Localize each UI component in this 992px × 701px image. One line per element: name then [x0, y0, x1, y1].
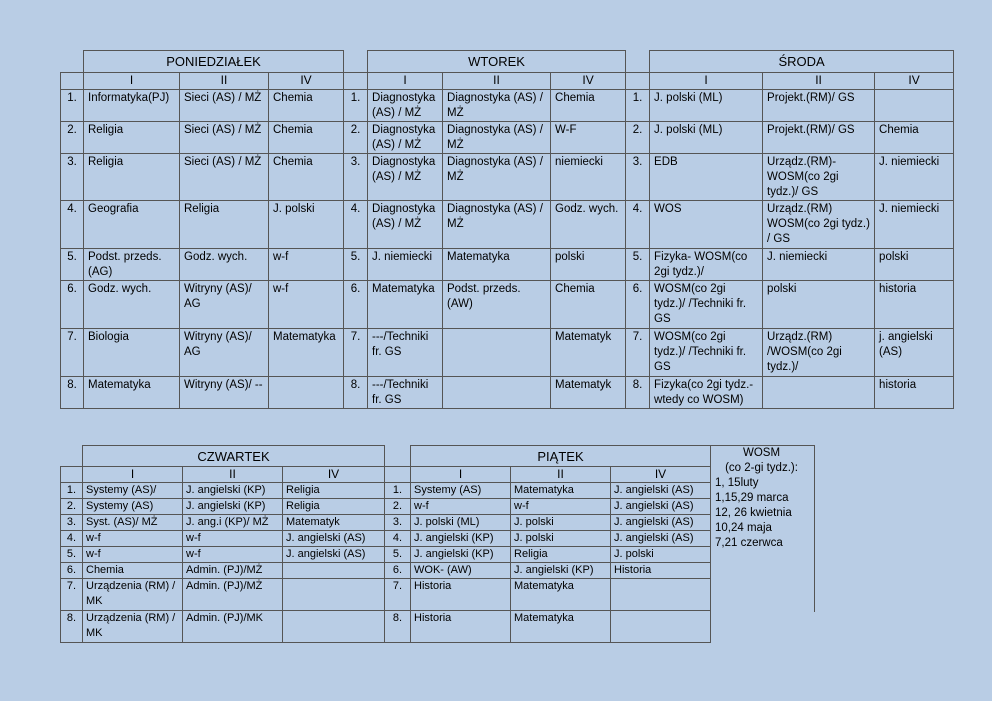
lesson-cell-thursday: Matematyk [283, 515, 385, 531]
lesson-cell-tuesday: niemiecki [551, 153, 626, 200]
day-header-wednesday: ŚRODA [650, 51, 954, 73]
lesson-cell-friday: w-f [511, 499, 611, 515]
lesson-cell-friday: J. angielski (KP) [411, 547, 511, 563]
lesson-cell-friday: J. polski [511, 515, 611, 531]
day-header-monday: PONIEDZIAŁEK [84, 51, 344, 73]
lesson-cell-friday: Historia [411, 579, 511, 611]
table-row [61, 611, 711, 643]
lesson-cell-thursday: J. angielski (AS) [283, 531, 385, 547]
lesson-number: 8. [61, 611, 83, 643]
lesson-number: 6. [626, 280, 650, 328]
lesson-number: 7. [344, 328, 368, 376]
group-header: IV [283, 467, 385, 483]
lesson-cell-monday: w-f [269, 280, 344, 328]
lesson-cell-tuesday: ---/Techniki fr. GS [368, 328, 443, 376]
group-header: IV [269, 72, 344, 89]
lesson-cell-tuesday: W-F [551, 121, 626, 153]
lesson-cell-wednesday: Chemia [875, 121, 954, 153]
lesson-cell-thursday: w-f [183, 531, 283, 547]
lesson-cell-thursday: w-f [183, 547, 283, 563]
lesson-cell-tuesday: Chemia [551, 280, 626, 328]
group-header: I [411, 467, 511, 483]
lesson-cell-tuesday: polski [551, 248, 626, 280]
group-header: I [83, 467, 183, 483]
lesson-cell-thursday: w-f [83, 531, 183, 547]
lesson-number: 5. [344, 248, 368, 280]
lesson-cell-tuesday: Chemia [551, 89, 626, 121]
wosm-title: WOSM [742, 447, 781, 459]
lesson-number: 2. [61, 121, 84, 153]
lesson-cell-thursday: Systemy (AS)/ [83, 483, 183, 499]
lesson-number: 4. [626, 200, 650, 248]
lesson-cell-monday: Chemia [269, 153, 344, 200]
table-row [61, 280, 954, 328]
group-header: II [180, 72, 269, 89]
lesson-cell-wednesday: Urządz.(RM) WOSM(co 2gi tydz.) / GS [763, 200, 875, 248]
lesson-cell-friday: Systemy (AS) [411, 483, 511, 499]
lesson-number: 7. [61, 328, 84, 376]
lesson-number: 2. [61, 499, 83, 515]
lesson-cell-tuesday: Diagnostyka (AS) / MŻ [443, 200, 551, 248]
timetable-mon-wed [60, 50, 954, 409]
lesson-cell-wednesday: J. polski (ML) [650, 121, 763, 153]
lesson-cell-thursday: Admin. (PJ)/MŻ [183, 563, 283, 579]
lesson-number: 8. [344, 376, 368, 408]
lesson-number: 2. [344, 121, 368, 153]
lesson-cell-tuesday: Diagnostyka (AS) / MŻ [368, 200, 443, 248]
group-header: I [650, 72, 763, 89]
lesson-cell-thursday: Religia [283, 499, 385, 515]
lesson-cell-tuesday [443, 328, 551, 376]
lesson-cell-tuesday: Matematyka [443, 248, 551, 280]
lesson-cell-friday: J. angielski (AS) [611, 499, 711, 515]
lesson-cell-wednesday: WOSM(co 2gi tydz.)/ /Techniki fr. GS [650, 328, 763, 376]
lesson-cell-thursday: Urządzenia (RM) / MK [83, 611, 183, 643]
lesson-number: 8. [385, 611, 411, 643]
group-header: IV [551, 72, 626, 89]
wosm-date: 7,21 czerwca [715, 537, 783, 549]
timetable-thu-fri [60, 445, 711, 643]
lesson-cell-monday: Matematyka [84, 376, 180, 408]
lesson-number: 7. [61, 579, 83, 611]
wosm-date: 1, 15luty [715, 477, 759, 489]
lesson-cell-friday: J. angielski (AS) [611, 531, 711, 547]
lesson-cell-wednesday: Fizyka(co 2gi tydz.- wtedy co WOSM) [650, 376, 763, 408]
lesson-cell-monday: w-f [269, 248, 344, 280]
table-row [61, 579, 711, 611]
lesson-number: 3. [626, 153, 650, 200]
lesson-cell-tuesday: Matematyk [551, 328, 626, 376]
table-row [61, 153, 954, 200]
lesson-cell-monday: Podst. przeds. (AG) [84, 248, 180, 280]
lesson-cell-wednesday: J. niemiecki [763, 248, 875, 280]
lesson-cell-thursday: J. ang.i (KP)/ MŻ [183, 515, 283, 531]
day-header-friday: PIĄTEK [411, 446, 711, 467]
lesson-cell-wednesday: historia [875, 280, 954, 328]
lesson-cell-thursday: Admin. (PJ)/MK [183, 611, 283, 643]
group-header: II [763, 72, 875, 89]
lesson-cell-wednesday [875, 89, 954, 121]
lesson-cell-monday: Religia [180, 200, 269, 248]
wosm-date: 10,24 maja [715, 522, 772, 534]
group-header: I [368, 72, 443, 89]
lesson-cell-thursday [283, 579, 385, 611]
lesson-cell-friday [611, 579, 711, 611]
lesson-cell-tuesday: Podst. przeds. (AW) [443, 280, 551, 328]
lesson-number: 3. [61, 153, 84, 200]
lesson-cell-wednesday: Projekt.(RM)/ GS [763, 121, 875, 153]
table-row [61, 200, 954, 248]
lesson-cell-thursday: J. angielski (KP) [183, 499, 283, 515]
lesson-cell-monday: Godz. wych. [84, 280, 180, 328]
table-row [61, 515, 711, 531]
lesson-cell-monday: J. polski [269, 200, 344, 248]
lesson-cell-monday [269, 376, 344, 408]
lesson-number: 6. [61, 280, 84, 328]
lesson-cell-wednesday: historia [875, 376, 954, 408]
lesson-cell-wednesday: Urządz.(RM) /WOSM(co 2gi tydz.)/ [763, 328, 875, 376]
lesson-cell-friday: J. angielski (KP) [411, 531, 511, 547]
lesson-cell-friday: J. polski [511, 531, 611, 547]
lesson-cell-monday: Chemia [269, 89, 344, 121]
wosm-date: 12, 26 kwietnia [715, 507, 792, 519]
lesson-cell-monday: Godz. wych. [180, 248, 269, 280]
lesson-cell-wednesday: J. niemiecki [875, 200, 954, 248]
group-header: IV [611, 467, 711, 483]
lesson-number: 1. [61, 89, 84, 121]
lesson-cell-thursday: Systemy (AS) [83, 499, 183, 515]
day-header-tuesday: WTOREK [368, 51, 626, 73]
lesson-cell-tuesday: Diagnostyka (AS) / MŻ [368, 153, 443, 200]
lesson-cell-monday: Sieci (AS) / MŻ [180, 121, 269, 153]
lesson-cell-tuesday: J. niemiecki [368, 248, 443, 280]
lesson-cell-tuesday: ---/Techniki fr. GS [368, 376, 443, 408]
lesson-number: 7. [626, 328, 650, 376]
lesson-number: 6. [344, 280, 368, 328]
lesson-cell-monday: Sieci (AS) / MŻ [180, 89, 269, 121]
lesson-cell-friday [611, 611, 711, 643]
lesson-cell-wednesday: J. niemiecki [875, 153, 954, 200]
lesson-cell-wednesday: j. angielski (AS) [875, 328, 954, 376]
lesson-cell-monday: Witryny (AS)/ AG [180, 328, 269, 376]
day-header-thursday: CZWARTEK [83, 446, 385, 467]
lesson-cell-monday: Religia [84, 153, 180, 200]
wosm-subtitle: (co 2-gi tydz.): [725, 462, 798, 474]
table-row [61, 376, 954, 408]
lesson-cell-thursday: Syst. (AS)/ MŻ [83, 515, 183, 531]
table-row [61, 563, 711, 579]
lesson-cell-thursday: Admin. (PJ)/MŻ [183, 579, 283, 611]
wosm-date: 1,15,29 marca [715, 492, 789, 504]
lesson-cell-friday: Matematyka [511, 611, 611, 643]
lesson-number: 7. [385, 579, 411, 611]
lesson-cell-wednesday: J. polski (ML) [650, 89, 763, 121]
table-row [61, 328, 954, 376]
lesson-number: 1. [626, 89, 650, 121]
lesson-cell-tuesday: Matematyk [551, 376, 626, 408]
lesson-cell-wednesday: WOSM(co 2gi tydz.)/ /Techniki fr. GS [650, 280, 763, 328]
lesson-number: 5. [61, 547, 83, 563]
lesson-cell-wednesday: Urządz.(RM)- WOSM(co 2gi tydz.)/ GS [763, 153, 875, 200]
table-row [61, 547, 711, 563]
lesson-number: 4. [61, 200, 84, 248]
lesson-cell-wednesday: Projekt.(RM)/ GS [763, 89, 875, 121]
lesson-number: 5. [626, 248, 650, 280]
lesson-cell-thursday: J. angielski (KP) [183, 483, 283, 499]
lesson-number: 2. [626, 121, 650, 153]
lesson-cell-monday: Chemia [269, 121, 344, 153]
lesson-cell-tuesday: Diagnostyka (AS) / MŻ [368, 121, 443, 153]
lesson-number: 3. [385, 515, 411, 531]
lesson-cell-monday: Informatyka(PJ) [84, 89, 180, 121]
lesson-number: 5. [385, 547, 411, 563]
lesson-number: 2. [385, 499, 411, 515]
table-row [61, 499, 711, 515]
lesson-cell-thursday: Urządzenia (RM) / MK [83, 579, 183, 611]
lesson-number: 8. [61, 376, 84, 408]
lesson-cell-tuesday: Diagnostyka (AS) / MŻ [443, 121, 551, 153]
lesson-number: 1. [385, 483, 411, 499]
lesson-cell-friday: J. angielski (AS) [611, 483, 711, 499]
lesson-cell-tuesday: Diagnostyka (AS) / MŻ [443, 89, 551, 121]
group-header: II [511, 467, 611, 483]
lesson-cell-friday: Historia [611, 563, 711, 579]
table-row [61, 483, 711, 499]
lesson-cell-thursday [283, 563, 385, 579]
lesson-number: 4. [385, 531, 411, 547]
lesson-cell-friday: J. angielski (AS) [611, 515, 711, 531]
group-header: IV [875, 72, 954, 89]
group-header: II [183, 467, 283, 483]
lesson-cell-friday: Matematyka [511, 579, 611, 611]
table-row [61, 248, 954, 280]
lesson-cell-tuesday: Diagnostyka (AS) / MŻ [368, 89, 443, 121]
lesson-number: 1. [61, 483, 83, 499]
lesson-cell-thursday: Chemia [83, 563, 183, 579]
lesson-cell-wednesday: WOS [650, 200, 763, 248]
lesson-number: 8. [626, 376, 650, 408]
lesson-cell-tuesday: Diagnostyka (AS) / MŻ [443, 153, 551, 200]
lesson-cell-friday: Religia [511, 547, 611, 563]
group-header: I [84, 72, 180, 89]
lesson-cell-thursday: w-f [83, 547, 183, 563]
lesson-cell-wednesday: polski [875, 248, 954, 280]
lesson-cell-friday: w-f [411, 499, 511, 515]
lesson-cell-friday: Matematyka [511, 483, 611, 499]
lesson-number: 6. [385, 563, 411, 579]
lesson-number: 3. [61, 515, 83, 531]
lesson-number: 4. [61, 531, 83, 547]
lesson-cell-monday: Witryny (AS)/ -- [180, 376, 269, 408]
lesson-cell-tuesday: Matematyka [368, 280, 443, 328]
wosm-note [709, 445, 815, 612]
lesson-cell-tuesday [443, 376, 551, 408]
lesson-cell-thursday [283, 611, 385, 643]
lesson-cell-monday: Geografia [84, 200, 180, 248]
lesson-cell-monday: Religia [84, 121, 180, 153]
lesson-cell-friday: J. polski [611, 547, 711, 563]
lesson-cell-wednesday: Fizyka- WOSM(co 2gi tydz.)/ [650, 248, 763, 280]
lesson-cell-monday: Sieci (AS) / MŻ [180, 153, 269, 200]
lesson-number: 1. [344, 89, 368, 121]
lesson-cell-friday: WOK- (AW) [411, 563, 511, 579]
lesson-cell-monday: Biologia [84, 328, 180, 376]
lesson-cell-friday: Historia [411, 611, 511, 643]
lesson-number: 4. [344, 200, 368, 248]
lesson-cell-friday: J. polski (ML) [411, 515, 511, 531]
lesson-number: 3. [344, 153, 368, 200]
lesson-cell-wednesday: polski [763, 280, 875, 328]
lesson-cell-monday: Witryny (AS)/ AG [180, 280, 269, 328]
lesson-cell-thursday: Religia [283, 483, 385, 499]
lesson-cell-tuesday: Godz. wych. [551, 200, 626, 248]
table-row [61, 121, 954, 153]
lesson-cell-wednesday [763, 376, 875, 408]
lesson-cell-thursday: J. angielski (AS) [283, 547, 385, 563]
lesson-number: 6. [61, 563, 83, 579]
lesson-cell-monday: Matematyka [269, 328, 344, 376]
table-row [61, 531, 711, 547]
group-header: II [443, 72, 551, 89]
table-row [61, 89, 954, 121]
lesson-cell-wednesday: EDB [650, 153, 763, 200]
lesson-number: 5. [61, 248, 84, 280]
lesson-cell-friday: J. angielski (KP) [511, 563, 611, 579]
